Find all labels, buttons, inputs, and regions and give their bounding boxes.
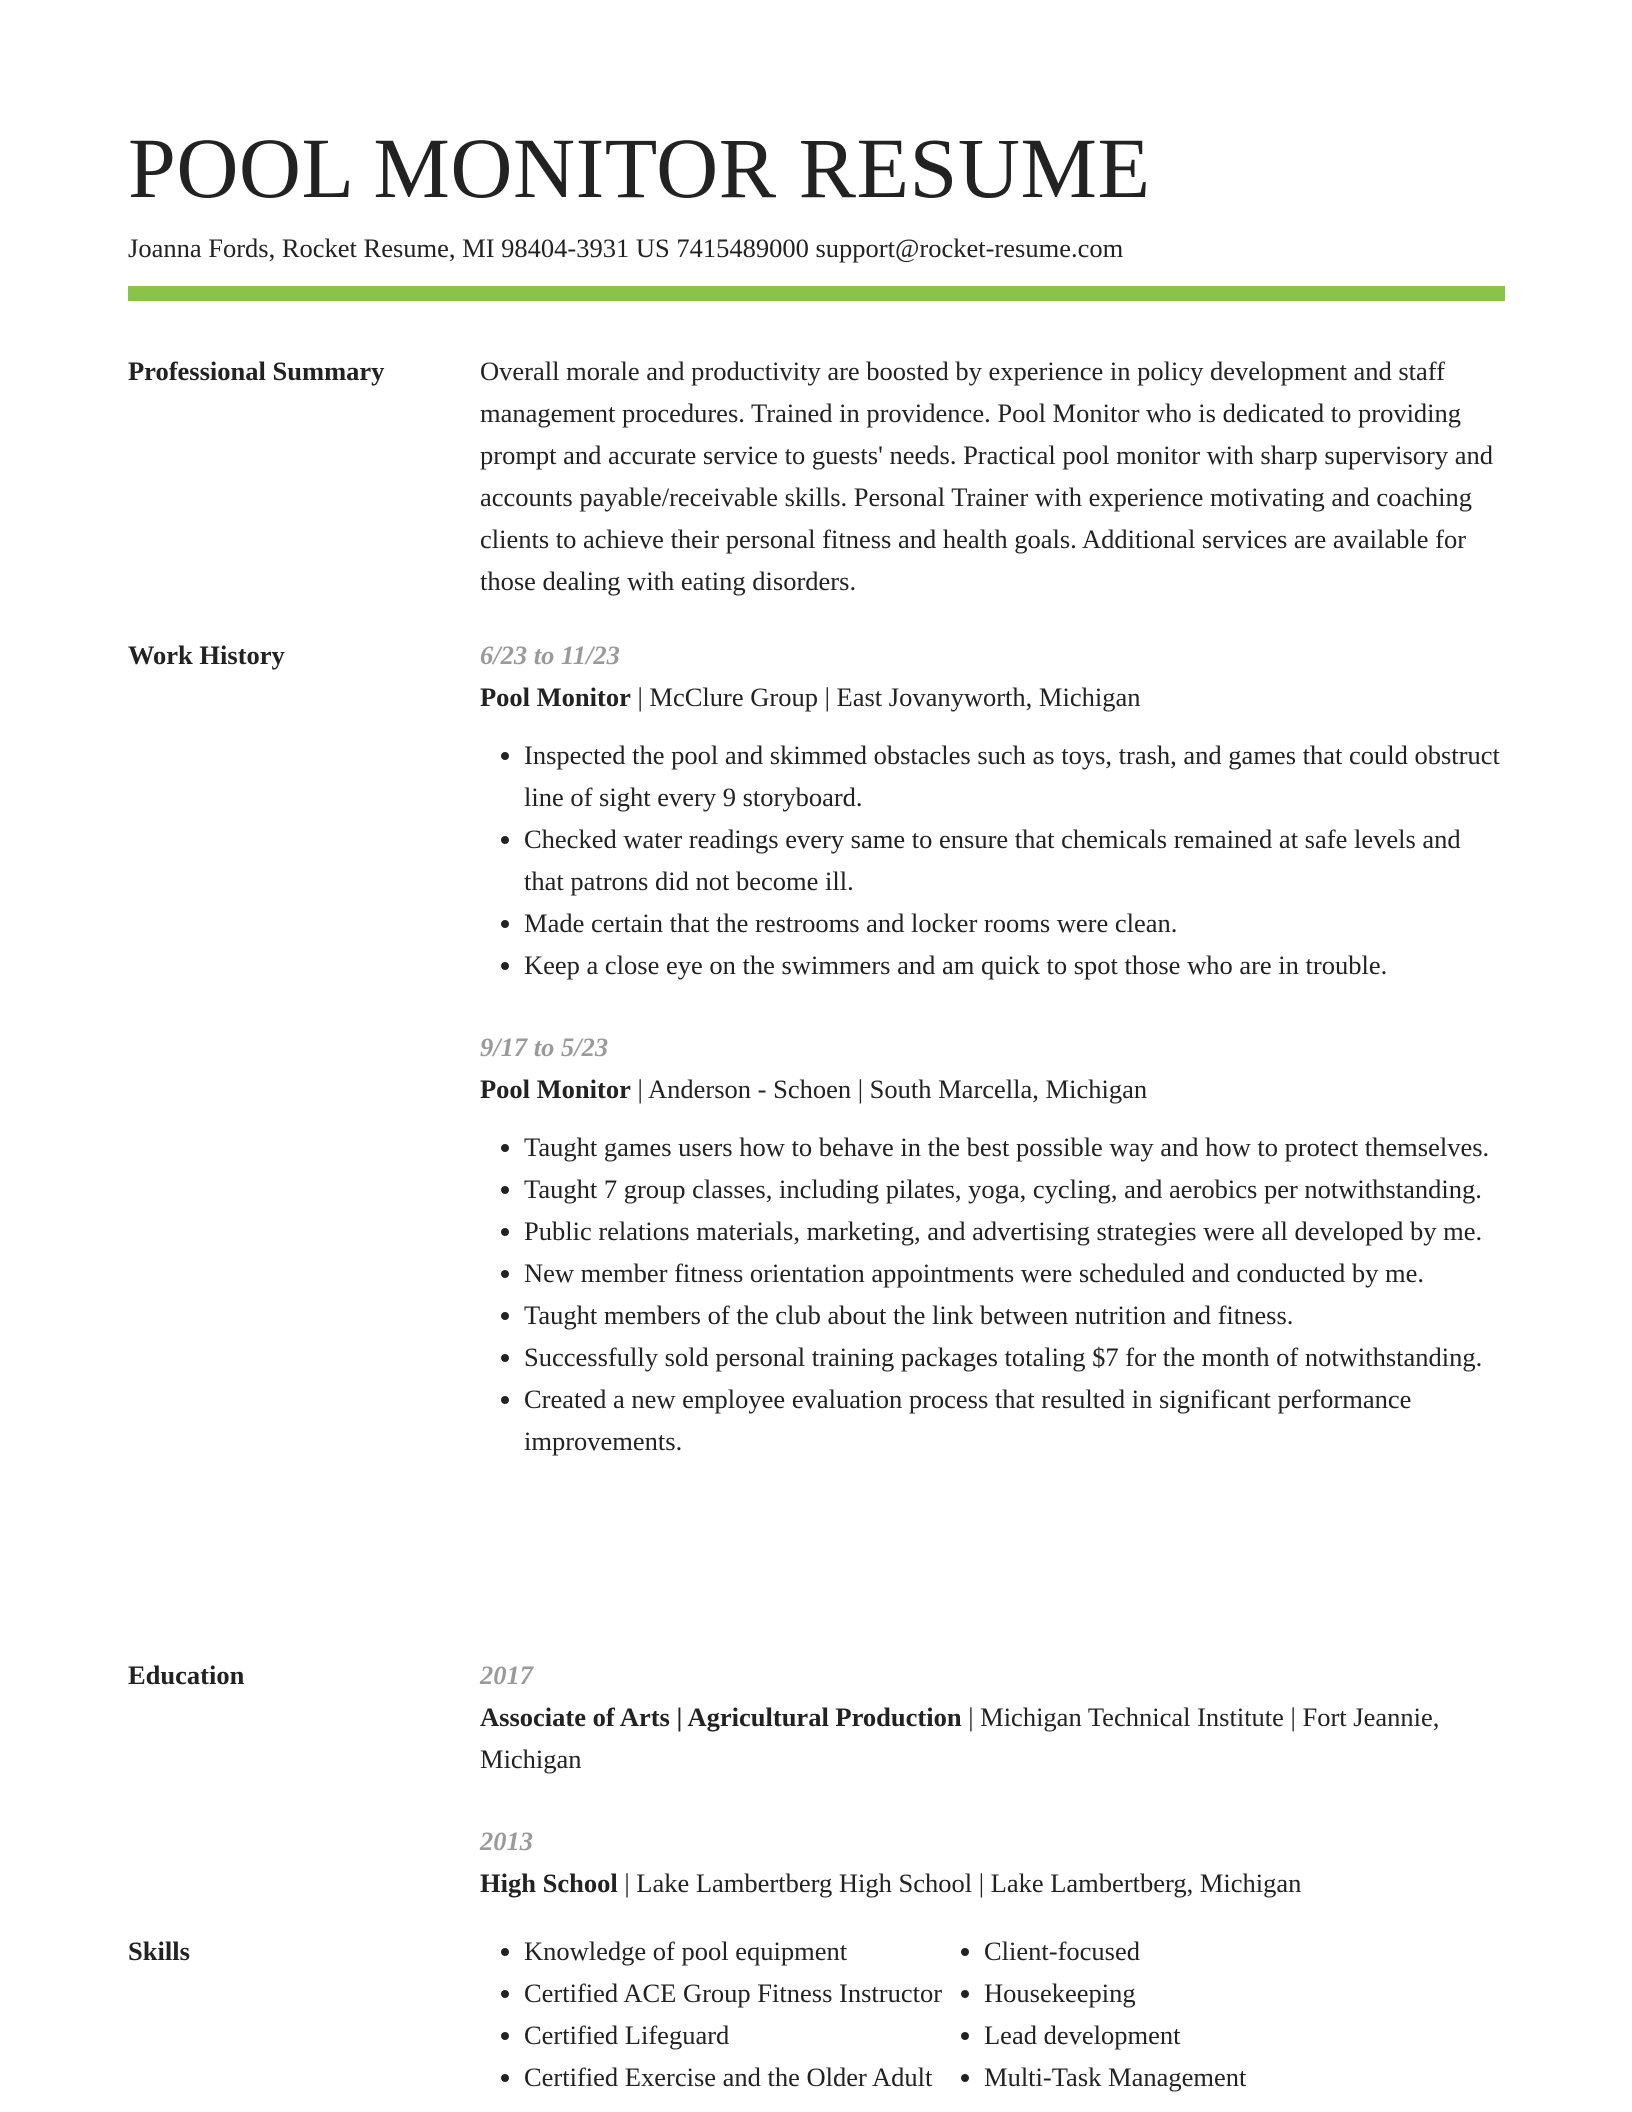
skills-heading: Skills — [128, 1936, 190, 1966]
job-duty: • Successfully sold personal training packages totaling $7 for the month of notwithstanding. — [524, 1336, 1505, 1378]
job-title-line — [480, 1068, 1505, 1110]
job-duty: • Taught members of the club about the link between nutrition and fitness. — [524, 1294, 1505, 1336]
contact-line: Joanna Fords, Rocket Resume, MI 98404-3931 US 7415489000 support@rocket-resume.com — [128, 233, 1124, 263]
job-duty: • Made certain that the restrooms and locker rooms were clean. — [524, 902, 1505, 944]
job-dates: 6/23 to 11/23 — [480, 640, 620, 670]
job-entry — [480, 1026, 1505, 1462]
education-year: 2013 — [480, 1826, 533, 1856]
skills-list — [940, 1930, 1440, 2098]
skill-item: • Knowledge of pool equipment — [524, 1930, 940, 1972]
skills-body — [480, 1930, 1505, 2098]
education-entry — [480, 1820, 1505, 1904]
education-year: 2017 — [480, 1660, 533, 1690]
job-duty: • Checked water readings every same to ensure that chemicals remained at safe levels and that patrons did not become ill. — [524, 818, 1505, 902]
job-duty: • Taught 7 group classes, including pilates, yoga, cycling, and aerobics per notwithstanding. — [524, 1168, 1505, 1210]
work-history-body — [480, 634, 1505, 1462]
skill-item: • Client-focused — [984, 1930, 1440, 1972]
work-history-heading: Work History — [128, 640, 285, 670]
education-heading: Education — [128, 1660, 245, 1690]
skill-item: • Multi-Task Management — [984, 2056, 1440, 2098]
education-line — [480, 1862, 1505, 1904]
job-duty: • New member fitness orientation appointments were scheduled and conducted by me. — [524, 1252, 1505, 1294]
education-entry — [480, 1654, 1505, 1780]
education-body — [480, 1654, 1505, 1904]
skill-item: • Certified ACE Group Fitness Instructor — [524, 1972, 940, 2014]
skills-column-2 — [940, 1930, 1440, 2098]
job-title-line — [480, 676, 1505, 718]
resume-title: POOL MONITOR RESUME — [128, 120, 1151, 216]
job-entry — [480, 634, 1505, 986]
skill-item: • Certified Exercise and the Older Adult — [524, 2056, 940, 2098]
skills-columns — [480, 1930, 1505, 2098]
education-details: | Lake Lambertberg High School | Lake Lambertberg, Michigan — [617, 1868, 1302, 1898]
job-duties — [480, 1126, 1505, 1462]
job-role: Pool Monitor — [480, 1074, 631, 1104]
skill-item: • Housekeeping — [984, 1972, 1440, 2014]
job-duty: • Created a new employee evaluation process that resulted in significant performance improvements. — [524, 1378, 1505, 1462]
skill-item: • Lead development — [984, 2014, 1440, 2056]
education-degree: High School — [480, 1868, 618, 1898]
job-duty: • Inspected the pool and skimmed obstacles such as toys, trash, and games that could obstruct line of sight every 9 storyboard. — [524, 734, 1505, 818]
skill-item: • Certified Lifeguard — [524, 2014, 940, 2056]
job-duties — [480, 734, 1505, 986]
skills-column-1 — [480, 1930, 943, 2098]
job-dates: 9/17 to 5/23 — [480, 1032, 609, 1062]
summary-text: Overall morale and productivity are boosted by experience in policy development and staff management procedures. Trained in providence. Pool Monitor who is dedicated to providing prompt and accurate service to guests' needs. Practical pool monitor with sharp supervisory and accounts payable/receivable skills. Personal Trainer with experience motivating and coaching clients to achieve their personal fitness and health goals. Additional services are available for those dealing with eating disorders. — [480, 356, 1493, 596]
job-duty: • Taught games users how to behave in the best possible way and how to protect themselves. — [524, 1126, 1505, 1168]
education-degree: Associate of Arts | Agricultural Production — [480, 1702, 962, 1732]
skills-list — [480, 1930, 943, 2098]
job-details: | Anderson - Schoen | South Marcella, Michigan — [630, 1074, 1148, 1104]
job-duty: • Keep a close eye on the swimmers and am quick to spot those who are in trouble. — [524, 944, 1505, 986]
header-divider — [128, 286, 1505, 301]
education-details: | Michigan Technical Institute | Fort Jeannie, Michigan — [480, 1702, 1440, 1774]
summary-body — [480, 350, 1505, 602]
job-role: Pool Monitor — [480, 682, 631, 712]
education-line — [480, 1696, 1505, 1780]
summary-heading: Professional Summary — [128, 356, 385, 386]
job-details: | McClure Group | East Jovanyworth, Michigan — [630, 682, 1141, 712]
job-duty: • Public relations materials, marketing, and advertising strategies were all developed by me. — [524, 1210, 1505, 1252]
